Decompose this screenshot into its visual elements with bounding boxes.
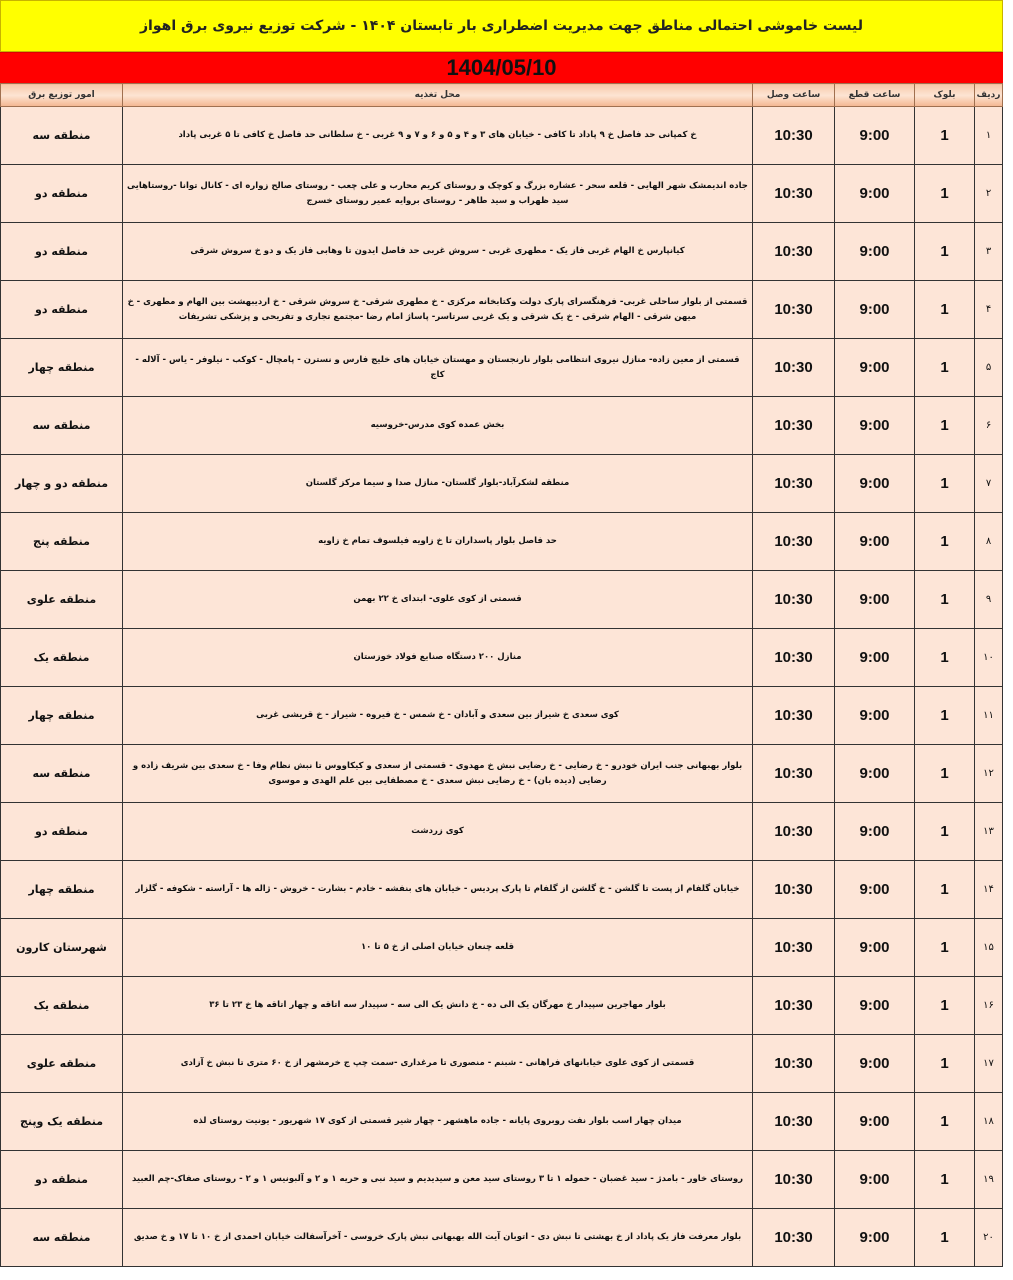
- block-number: 1: [915, 745, 975, 803]
- feed-location: قسمتی از معین زاده- منازل نیروی انتظامی بلوار نارنجستان و مهستان خیابان های خلیج فارس و نسترن - پامچال - کوکب - نیلوفر - یاس - آلاله - کاج: [123, 339, 753, 397]
- distribution-department: منطقه یک: [1, 629, 123, 687]
- block-number: 1: [915, 1035, 975, 1093]
- connect-time: 10:30: [753, 861, 835, 919]
- table-body: [1, 107, 1003, 1267]
- distribution-department: منطقه دو و چهار: [1, 455, 123, 513]
- cut-time: 9:00: [835, 107, 915, 165]
- distribution-department: منطقه سه: [1, 745, 123, 803]
- connect-time: 10:30: [753, 223, 835, 281]
- connect-time: 10:30: [753, 455, 835, 513]
- cut-time: 9:00: [835, 687, 915, 745]
- table-row: [1, 1035, 1003, 1093]
- connect-time: 10:30: [753, 1151, 835, 1209]
- block-number: 1: [915, 803, 975, 861]
- table-row: [1, 339, 1003, 397]
- table-row: [1, 919, 1003, 977]
- feed-location: روستای خاور - بامدژ - سید غضبان - حموله ۱ تا ۳ روستای سید معن و سیدیدیم و سید نبی و حریه ۱ و ۲ و آلبونیس ۱ و ۲ - روستای صفاک-چم العبید: [123, 1151, 753, 1209]
- row-number: ۳: [975, 223, 1003, 281]
- feed-location: بخش عمده کوی مدرس-خروسیه: [123, 397, 753, 455]
- column-header-row-number: ردیف: [975, 84, 1003, 107]
- distribution-department: منطقه یک: [1, 977, 123, 1035]
- title-banner: [0, 0, 1003, 52]
- connect-time: 10:30: [753, 165, 835, 223]
- feed-location: حد فاصل بلوار پاسداران تا خ زاویه فیلسوف تمام خ زاویه: [123, 513, 753, 571]
- feed-location: بلوار معرفت فاز یک پاداد از خ بهشتی تا نبش دی - اتوبان آیت الله بهبهانی نبش پارک خروسی - آخرآسفالت خیابان احمدی از خ ۱۰ تا ۱۷ و خ صدیق: [123, 1209, 753, 1267]
- distribution-department: منطقه دو: [1, 803, 123, 861]
- column-header-location: محل تغذیه: [123, 84, 753, 107]
- cut-time: 9:00: [835, 339, 915, 397]
- block-number: 1: [915, 861, 975, 919]
- connect-time: 10:30: [753, 107, 835, 165]
- feed-location: قسمتی از بلوار ساحلی غربی- فرهنگسرای پارک دولت وکتابخانه مرکزی - خ مطهری شرقی- خ سروش شرقی - خ اردیبهشت بین الهام و مطهری - خ میهن شرقی - الهام شرقی - خ یک شرقی و یک غربی سرتاسر- پاساژ امام رضا -مجتمع تجاری و تفریحی و پزشکی تشریفات: [123, 281, 753, 339]
- row-number: ۱۲: [975, 745, 1003, 803]
- block-number: 1: [915, 687, 975, 745]
- cut-time: 9:00: [835, 977, 915, 1035]
- page-title: لیست خاموشی احتمالی مناطق جهت مدیریت اضطراری بار تابستان ۱۴۰۴ - شرکت توزیع نیروی برق اهواز: [140, 18, 864, 34]
- block-number: 1: [915, 629, 975, 687]
- row-number: ۶: [975, 397, 1003, 455]
- table-row: [1, 281, 1003, 339]
- cut-time: 9:00: [835, 1151, 915, 1209]
- cut-time: 9:00: [835, 397, 915, 455]
- cut-time: 9:00: [835, 1035, 915, 1093]
- row-number: ۱۷: [975, 1035, 1003, 1093]
- connect-time: 10:30: [753, 687, 835, 745]
- table-row: [1, 455, 1003, 513]
- connect-time: 10:30: [753, 281, 835, 339]
- feed-location: بلوار بهبهانی جنب ایران خودرو - خ رضایی - خ رضایی نبش خ مهدوی - قسمتی از سعدی و کیکاووس تا نبش نظام وفا - خ سعدی بین شریف زاده و رضایی (دیده بان) - خ رضایی نبش سعدی - خ مصطفایی بین علم الهدی و موسوی: [123, 745, 753, 803]
- table-row: [1, 745, 1003, 803]
- block-number: 1: [915, 1151, 975, 1209]
- feed-location: خ کمپانی حد فاصل خ ۹ پاداد تا کافی - خیابان های ۳ و ۴ و ۵ و ۶ و ۷ و ۹ غربی - خ سلطانی حد فاصل خ کافی تا ۵ غربی پاداد: [123, 107, 753, 165]
- cut-time: 9:00: [835, 165, 915, 223]
- row-number: ۴: [975, 281, 1003, 339]
- block-number: 1: [915, 571, 975, 629]
- distribution-department: منطقه چهار: [1, 687, 123, 745]
- cut-time: 9:00: [835, 281, 915, 339]
- distribution-department: شهرستان کارون: [1, 919, 123, 977]
- table-row: [1, 107, 1003, 165]
- block-number: 1: [915, 223, 975, 281]
- connect-time: 10:30: [753, 1093, 835, 1151]
- column-header-cut-time: ساعت قطع: [835, 84, 915, 107]
- block-number: 1: [915, 107, 975, 165]
- feed-location: بلوار مهاجرین سپیدار خ مهرگان یک الی ده - خ دانش یک الی سه - سپیدار سه اتاقه و چهار اتاقه ها خ ۲۳ تا ۳۶: [123, 977, 753, 1035]
- column-header-department: امور توزیع برق: [1, 84, 123, 107]
- feed-location: کیانپارس خ الهام غربی فاز یک - مطهری غربی - سروش غربی حد فاصل ایدون تا وهابی فاز یک و دو خ سروش شرقی: [123, 223, 753, 281]
- block-number: 1: [915, 513, 975, 571]
- row-number: ۱۸: [975, 1093, 1003, 1151]
- table-row: [1, 687, 1003, 745]
- cut-time: 9:00: [835, 861, 915, 919]
- row-number: ۸: [975, 513, 1003, 571]
- cut-time: 9:00: [835, 455, 915, 513]
- feed-location: قلعه چنعان خیابان اصلی از خ ۵ تا ۱۰: [123, 919, 753, 977]
- feed-location: منطقه لشکرآباد-بلوار گلستان- منازل صدا و سیما مرکز گلستان: [123, 455, 753, 513]
- block-number: 1: [915, 919, 975, 977]
- distribution-department: منطقه چهار: [1, 339, 123, 397]
- connect-time: 10:30: [753, 745, 835, 803]
- feed-location: جاده اندیمشک شهر الهایی - قلعه سحر - عشاره بزرگ و کوچک و روستای کریم محارب و علی چعب - روستای صالح زواره ای - کانال توانا -روستاهایی سید ظهراب و سید طاهر - روستای بروایه عمیر روستای خسرج: [123, 165, 753, 223]
- table-row: [1, 1151, 1003, 1209]
- feed-location: میدان چهار اسب بلوار نفت روبروی پایانه - جاده ماهشهر - چهار شیر قسمتی از کوی ۱۷ شهریور - یونیت روستای لذه: [123, 1093, 753, 1151]
- feed-location: قسمتی از کوی علوی- ابتدای خ ۲۲ بهمن: [123, 571, 753, 629]
- connect-time: 10:30: [753, 339, 835, 397]
- cut-time: 9:00: [835, 1209, 915, 1267]
- block-number: 1: [915, 977, 975, 1035]
- connect-time: 10:30: [753, 1209, 835, 1267]
- table-row: [1, 803, 1003, 861]
- connect-time: 10:30: [753, 513, 835, 571]
- connect-time: 10:30: [753, 397, 835, 455]
- feed-location: کوی سعدی خ شیراز بین سعدی و آبادان - خ شمس - خ فیروه - شیراز - خ قریشی غربی: [123, 687, 753, 745]
- cut-time: 9:00: [835, 513, 915, 571]
- row-number: ۱۹: [975, 1151, 1003, 1209]
- row-number: ۵: [975, 339, 1003, 397]
- row-number: ۲۰: [975, 1209, 1003, 1267]
- connect-time: 10:30: [753, 1035, 835, 1093]
- table-row: [1, 1093, 1003, 1151]
- feed-location: قسمتی از کوی علوی خیابانهای فراهانی - شبنم - منصوری تا مرغداری -سمت چپ ج خرمشهر از خ ۶۰ متری تا نبش خ آزادی: [123, 1035, 753, 1093]
- cut-time: 9:00: [835, 571, 915, 629]
- cut-time: 9:00: [835, 1093, 915, 1151]
- distribution-department: منطقه سه: [1, 1209, 123, 1267]
- table-row: [1, 1209, 1003, 1267]
- row-number: ۱۶: [975, 977, 1003, 1035]
- connect-time: 10:30: [753, 919, 835, 977]
- distribution-department: منطقه سه: [1, 397, 123, 455]
- block-number: 1: [915, 455, 975, 513]
- connect-time: 10:30: [753, 977, 835, 1035]
- block-number: 1: [915, 165, 975, 223]
- block-number: 1: [915, 1093, 975, 1151]
- block-number: 1: [915, 397, 975, 455]
- cut-time: 9:00: [835, 803, 915, 861]
- distribution-department: منطقه دو: [1, 1151, 123, 1209]
- distribution-department: منطقه چهار: [1, 861, 123, 919]
- table-row: [1, 397, 1003, 455]
- connect-time: 10:30: [753, 571, 835, 629]
- date-banner: [0, 52, 1003, 83]
- column-header-block: بلوک: [915, 84, 975, 107]
- row-number: ۷: [975, 455, 1003, 513]
- block-number: 1: [915, 1209, 975, 1267]
- feed-location: خیابان گلفام از پست تا گلشن - خ گلشن از گلفام تا پارک پردیس - خیابان های بنفشه - خادم - بشارت - خروش - ژاله ها - آراسته - شکوفه - گلزار: [123, 861, 753, 919]
- outage-table: [0, 83, 1003, 1267]
- row-number: ۱۵: [975, 919, 1003, 977]
- row-number: ۹: [975, 571, 1003, 629]
- feed-location: منازل ۲۰۰ دستگاه صنایع فولاد خوزستان: [123, 629, 753, 687]
- distribution-department: منطقه سه: [1, 107, 123, 165]
- table-row: [1, 861, 1003, 919]
- cut-time: 9:00: [835, 629, 915, 687]
- distribution-department: منطقه دو: [1, 165, 123, 223]
- table-row: [1, 629, 1003, 687]
- block-number: 1: [915, 281, 975, 339]
- block-number: 1: [915, 339, 975, 397]
- table-row: [1, 165, 1003, 223]
- table-row: [1, 571, 1003, 629]
- row-number: ۱: [975, 107, 1003, 165]
- table-row: [1, 977, 1003, 1035]
- row-number: ۱۰: [975, 629, 1003, 687]
- connect-time: 10:30: [753, 803, 835, 861]
- feed-location: کوی زردشت: [123, 803, 753, 861]
- table-row: [1, 223, 1003, 281]
- distribution-department: منطقه علوی: [1, 1035, 123, 1093]
- distribution-department: منطقه یک وپنج: [1, 1093, 123, 1151]
- cut-time: 9:00: [835, 919, 915, 977]
- table-header-row: [1, 84, 1003, 107]
- row-number: ۱۳: [975, 803, 1003, 861]
- cut-time: 9:00: [835, 223, 915, 281]
- row-number: ۱۱: [975, 687, 1003, 745]
- row-number: ۲: [975, 165, 1003, 223]
- column-header-connect-time: ساعت وصل: [753, 84, 835, 107]
- connect-time: 10:30: [753, 629, 835, 687]
- table-row: [1, 513, 1003, 571]
- distribution-department: منطقه دو: [1, 223, 123, 281]
- row-number: ۱۴: [975, 861, 1003, 919]
- schedule-date: 1404/05/10: [446, 55, 557, 80]
- distribution-department: منطقه علوی: [1, 571, 123, 629]
- distribution-department: منطقه پنج: [1, 513, 123, 571]
- cut-time: 9:00: [835, 745, 915, 803]
- distribution-department: منطقه دو: [1, 281, 123, 339]
